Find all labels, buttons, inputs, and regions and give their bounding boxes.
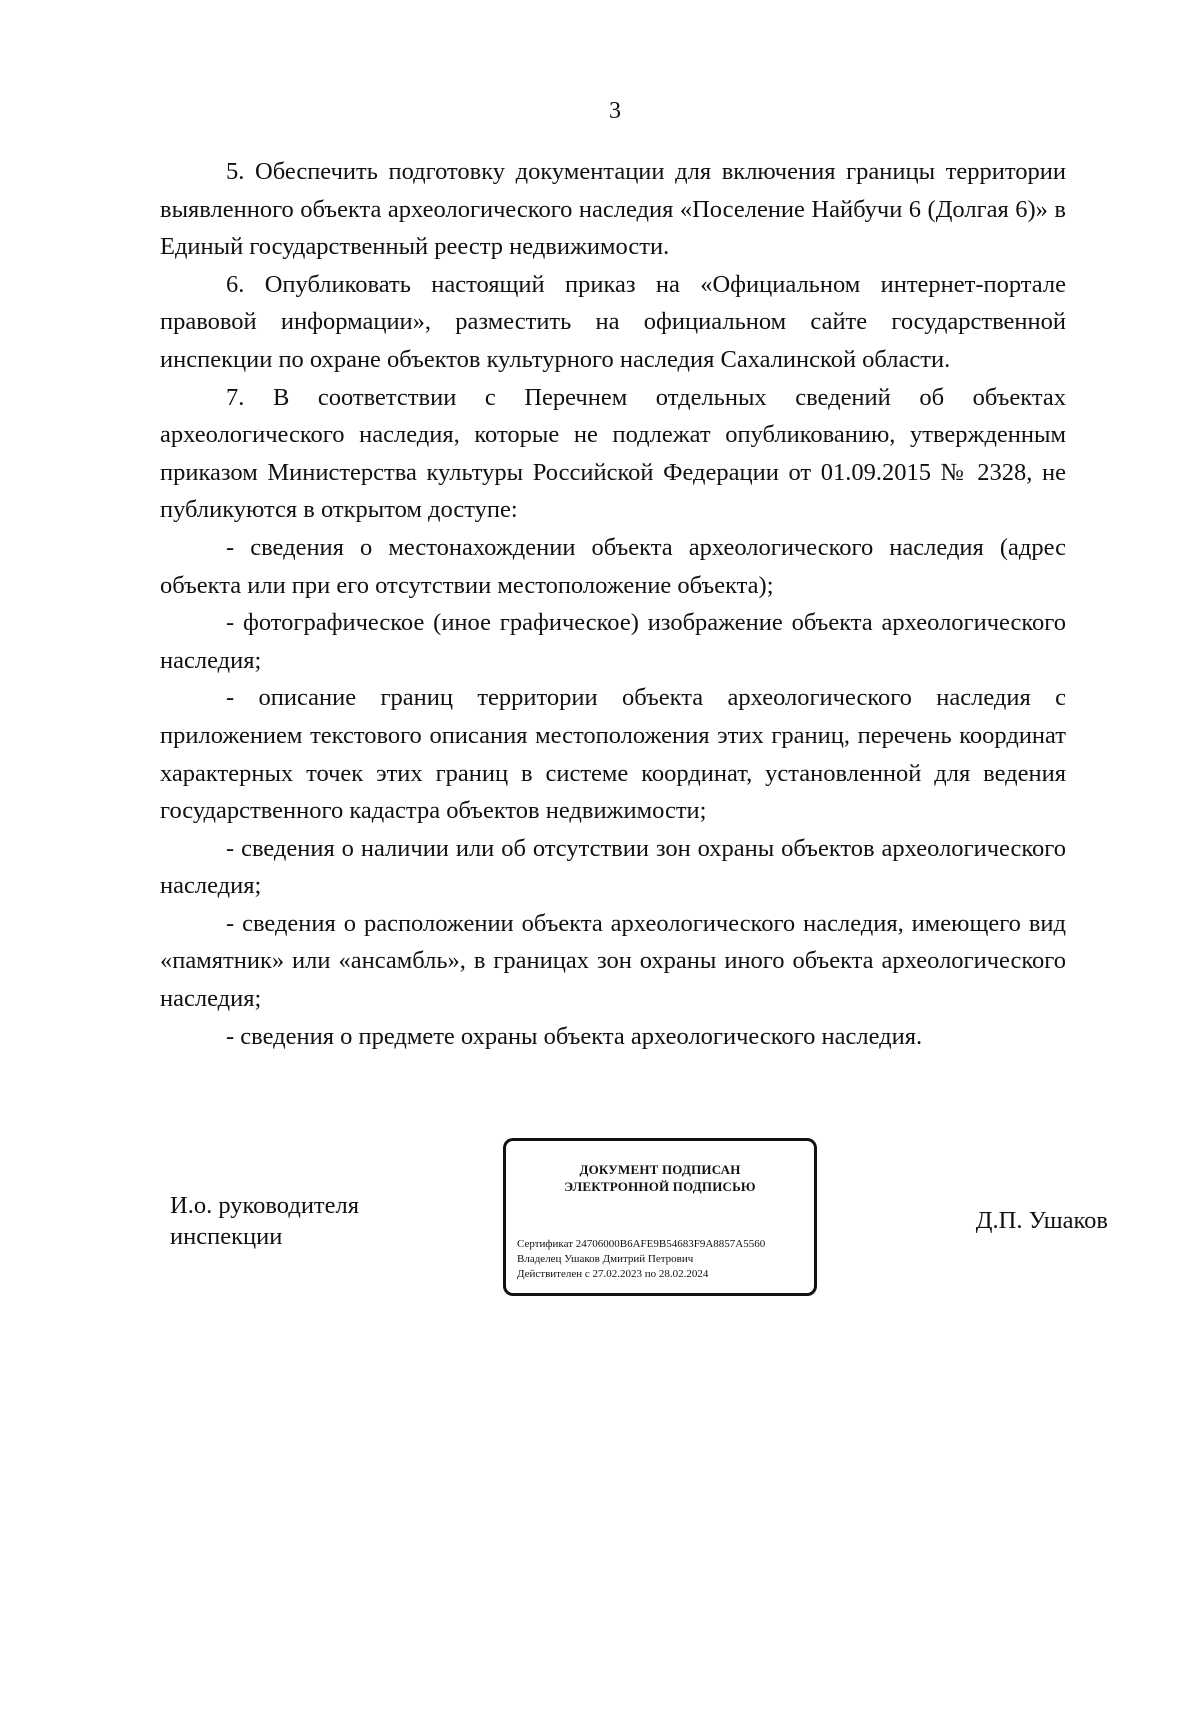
- list-item-location: - сведения о местонахождении объекта археологического наследия (адрес объекта или при его отсутствии местоположение объекта);: [160, 533, 1066, 599]
- signer-position: [170, 1190, 359, 1252]
- list-item-location-in-zones: - сведения о расположении объекта археологического наследия, имеющего вид «памятник» или «ансамбль», в границах зон охраны иного объекта археологического наследия;: [160, 909, 1066, 1013]
- list-item-boundaries: - описание границ территории объекта археологического наследия с приложением текстового описания местоположения этих границ, перечень координат характерных точек этих границ в системе координат, установленной для ведения государственного кадастра объектов недвижимости;: [160, 684, 1066, 825]
- stamp-title: [506, 1161, 814, 1195]
- page-number: 3: [609, 98, 621, 124]
- stamp-title-line1: ДОКУМЕНТ ПОДПИСАН: [579, 1162, 741, 1177]
- signer-name: Д.П. Ушаков: [975, 1207, 1108, 1234]
- signature-block: [0, 1135, 1200, 1335]
- signer-position-line1: И.о. руководителя: [170, 1192, 360, 1219]
- paragraph-item-7: 7. В соответствии с Перечнем отдельных сведений об объектах археологического наследия, которые не подлежат опубликованию, утвержденным приказом Министерства культуры Российской Федерации от 01.09.2015 № 2328, не публикуются в открытом доступе:: [160, 383, 1066, 524]
- stamp-certificate: Сертификат 24706000B6AFE9B54683F9A8857A5560: [517, 1238, 766, 1250]
- list-item-photo: - фотографическое (иное графическое) изображение объекта археологического наследия;: [160, 609, 1066, 674]
- list-item-protection-subject: - сведения о предмете охраны объекта археологического наследия.: [226, 1022, 923, 1050]
- paragraph-item-5: 5. Обеспечить подготовку документации для включения границы территории выявленного объекта археологического наследия «Поселение Найбучи 6 (Долгая 6)» в Единый государственный реестр недвижимости.: [160, 158, 1066, 261]
- document-body: [160, 153, 1066, 1055]
- electronic-signature-stamp: [503, 1138, 817, 1296]
- list-item-protection-zones: - сведения о наличии или об отсутствии зон охраны объектов археологического наследия;: [160, 834, 1066, 900]
- stamp-details: [517, 1237, 765, 1282]
- stamp-validity: Действителен с 27.02.2023 по 28.02.2024: [517, 1268, 709, 1280]
- signer-position-line2: инспекции: [170, 1223, 283, 1250]
- stamp-owner: Владелец Ушаков Дмитрий Петрович: [517, 1253, 694, 1265]
- paragraph-item-6: 6. Опубликовать настоящий приказ на «Официальном интернет-портале правовой информации», разместить на официальном сайте государственной инспекции по охране объектов культурного наследия Сахалинской области.: [160, 270, 1066, 373]
- stamp-title-line2: ЭЛЕКТРОННОЙ ПОДПИСЬЮ: [564, 1179, 756, 1194]
